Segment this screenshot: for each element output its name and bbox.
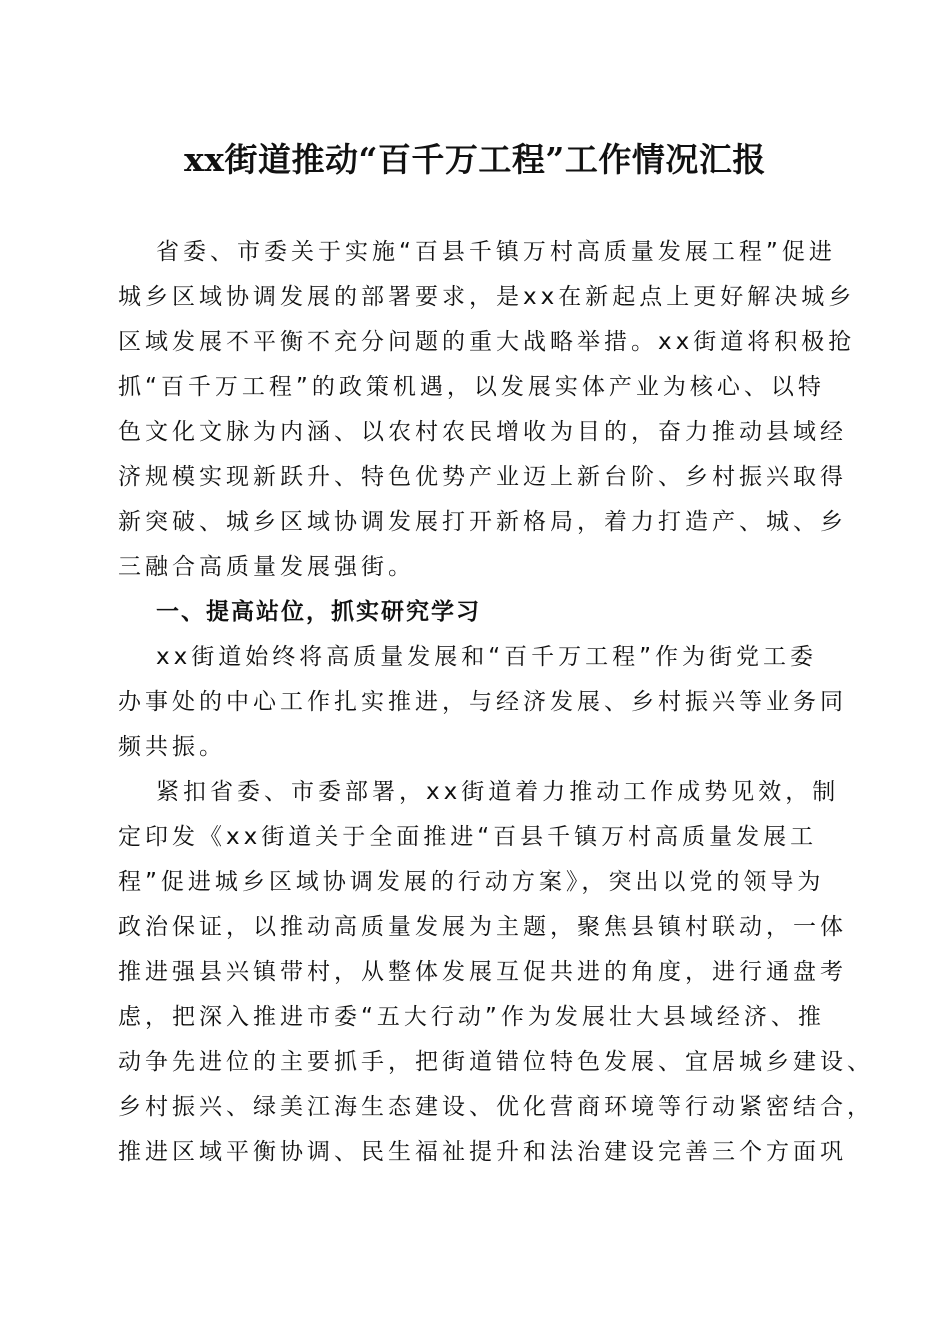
section-heading: 一、提高站位，抓实研究学习 bbox=[156, 599, 481, 625]
intro-line: 区域发展不平衡不充分问题的重大战略举措。xx街道将积极抢 bbox=[118, 329, 856, 355]
intro-block bbox=[118, 230, 856, 590]
intro-line: 济规模实现新跃升、特色优势产业迈上新台阶、乡村振兴取得 bbox=[118, 464, 847, 490]
intro-line: 色文化文脉为内涵、以农村农民增收为目的，奋力推动县域经 bbox=[118, 419, 847, 445]
paragraph-line: 乡村振兴、绿美江海生态建设、优化营商环境等行动紧密结合， bbox=[118, 1094, 874, 1120]
paragraph-line: 紧扣省委、市委部署，xx街道着力推动工作成势见效，制 bbox=[156, 779, 840, 805]
paragraph-line: 政治保证，以推动高质量发展为主题，聚焦县镇村联动，一体 bbox=[118, 914, 847, 940]
intro-line: 抓“百千万工程”的政策机遇，以发展实体产业为核心、以特 bbox=[118, 374, 825, 400]
paragraph-line: 虑，把深入推进市委“五大行动”作为发展壮大县域经济、推 bbox=[118, 1004, 825, 1030]
intro-line: 省委、市委关于实施“百县千镇万村高质量发展工程”促进 bbox=[156, 239, 836, 265]
paragraph-line: 推进区域平衡协调、民生福祉提升和法治建设完善三个方面巩 bbox=[118, 1139, 847, 1165]
paragraph-line: 办事处的中心工作扎实推进，与经济发展、乡村振兴等业务同 bbox=[118, 689, 847, 715]
paragraph-line: 频共振。 bbox=[118, 734, 226, 760]
intro-line: 城乡区域协调发展的部署要求，是xx在新起点上更好解决城乡 bbox=[118, 284, 856, 310]
paragraph-line: 程”促进城乡区域协调发展的行动方案》，突出以党的领导为 bbox=[118, 869, 825, 895]
paragraph-line: 定印发《xx街道关于全面推进“百县千镇万村高质量发展工 bbox=[118, 824, 818, 850]
paragraph-line: xx街道始终将高质量发展和“百千万工程”作为街党工委 bbox=[156, 644, 818, 670]
intro-line: 三融合高质量发展强街。 bbox=[118, 554, 415, 580]
paragraph-line: 动争先进位的主要抓手，把街道错位特色发展、宜居城乡建设、 bbox=[118, 1049, 874, 1075]
section-one-block bbox=[118, 590, 874, 1175]
intro-line: 新突破、城乡区域协调发展打开新格局，着力打造产、城、乡 bbox=[118, 509, 847, 535]
document-title: xx街道推动“百千万工程”工作情况汇报 bbox=[184, 140, 766, 179]
paragraph-line: 推进强县兴镇带村，从整体发展互促共进的角度，进行通盘考 bbox=[118, 959, 847, 985]
